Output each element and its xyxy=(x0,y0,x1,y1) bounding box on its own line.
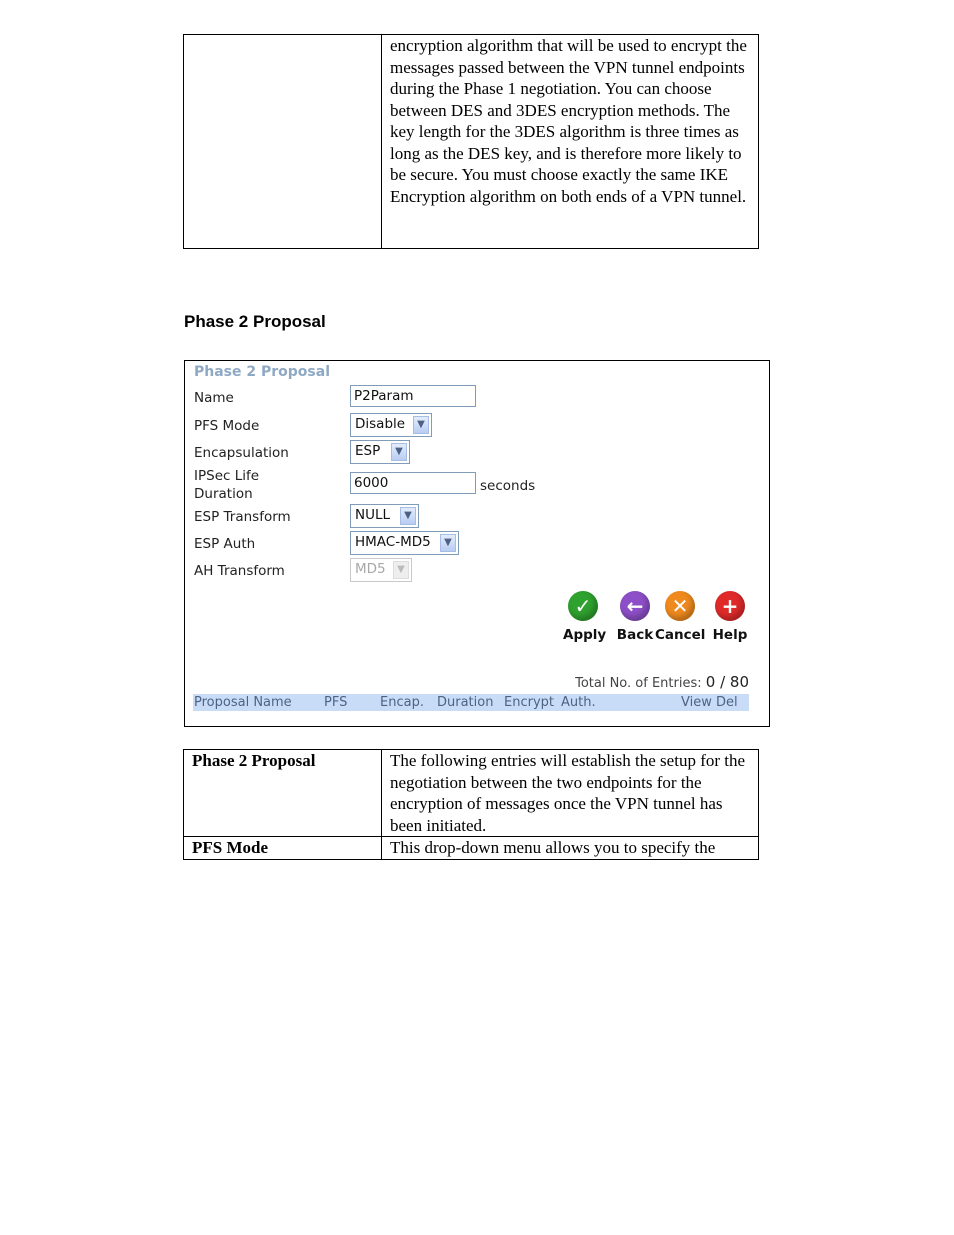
encapsulation-value: ESP xyxy=(355,443,381,459)
pfs-mode-select[interactable] xyxy=(350,413,432,437)
column-header-del: Del xyxy=(716,695,738,710)
encapsulation-select[interactable] xyxy=(350,440,410,464)
column-header-encap: Encap. xyxy=(380,695,424,710)
cancel-label: Cancel xyxy=(655,627,706,643)
name-input[interactable]: P2Param xyxy=(350,385,476,407)
help-label: Help xyxy=(712,627,748,643)
pfs-mode-label: PFS Mode xyxy=(194,418,260,434)
phase2-proposal-panel xyxy=(184,360,770,727)
entries-label: Total No. of Entries: xyxy=(575,676,702,691)
esp-transform-value: NULL xyxy=(355,507,391,523)
back-label: Back xyxy=(616,627,654,643)
chevron-down-icon: ▼ xyxy=(440,534,456,552)
table-row xyxy=(184,750,759,837)
cancel-button[interactable] xyxy=(655,591,705,643)
ipsec-life-label xyxy=(194,467,259,503)
ah-transform-value: MD5 xyxy=(355,561,386,577)
term-cell: PFS Mode xyxy=(184,837,382,860)
esp-transform-label: ESP Transform xyxy=(194,509,291,525)
column-header-view: View xyxy=(681,695,712,710)
ah-transform-select xyxy=(350,558,412,582)
term-cell: Phase 2 Proposal xyxy=(184,750,382,837)
apply-label: Apply xyxy=(563,627,607,643)
entries-total xyxy=(575,673,749,691)
term-cell xyxy=(184,35,382,249)
back-button[interactable] xyxy=(616,591,654,643)
ipsec-life-label-line1: IPSec Life xyxy=(194,468,260,484)
proposal-list-header xyxy=(193,694,749,711)
chevron-down-icon: ▼ xyxy=(413,416,429,434)
esp-auth-value: HMAC-MD5 xyxy=(355,534,431,550)
description-table xyxy=(183,749,759,860)
help-button[interactable] xyxy=(711,591,749,643)
entries-count: 0 / 80 xyxy=(705,673,749,691)
description-cell: The following entries will establish the setup for the negotiation between the two endpoints for the encryption of messages once the VPN tunnel has been initiated. xyxy=(382,750,759,837)
checkmark-icon: ✓ xyxy=(568,591,598,621)
name-label: Name xyxy=(194,390,234,406)
ah-transform-label: AH Transform xyxy=(194,563,285,579)
chevron-down-icon: ▼ xyxy=(393,561,409,579)
column-header-auth: Auth. xyxy=(561,695,596,710)
close-icon: ✕ xyxy=(665,591,695,621)
plus-icon: + xyxy=(715,591,745,621)
esp-auth-select[interactable] xyxy=(350,531,459,555)
panel-title: Phase 2 Proposal xyxy=(194,364,330,380)
esp-transform-select[interactable] xyxy=(350,504,419,528)
table-row xyxy=(184,837,759,860)
description-cell: encryption algorithm that will be used to encrypt the messages passed between the VPN tunnel endpoints during the Phase 1 negotiation. You can choose between DES and 3DES encryption methods. The key length for the 3DES algorithm is three times as long as the DES key, and is therefore more likely to be secure. You must choose exactly the same IKE Encryption algorithm on both ends of a VPN tunnel. xyxy=(382,35,759,249)
column-header-encrypt: Encrypt xyxy=(504,695,554,710)
chevron-down-icon: ▼ xyxy=(400,507,416,525)
apply-button[interactable] xyxy=(563,591,607,643)
description-cell: This drop-down menu allows you to specify the xyxy=(382,837,759,860)
chevron-down-icon: ▼ xyxy=(391,443,407,461)
description-table-continued xyxy=(183,34,759,249)
ipsec-life-unit: seconds xyxy=(480,478,536,494)
encapsulation-label: Encapsulation xyxy=(194,445,289,461)
ipsec-life-input[interactable]: 6000 xyxy=(350,472,476,494)
column-header-pfs: PFS xyxy=(324,695,348,710)
section-heading: Phase 2 Proposal xyxy=(184,312,326,331)
column-header-proposal-name: Proposal Name xyxy=(194,695,292,710)
pfs-mode-value: Disable xyxy=(355,416,406,432)
arrow-left-icon: ← xyxy=(620,591,650,621)
esp-auth-label: ESP Auth xyxy=(194,536,256,552)
ipsec-life-label-line2: Duration xyxy=(194,486,253,502)
column-header-duration: Duration xyxy=(437,695,494,710)
table-row xyxy=(184,35,759,249)
